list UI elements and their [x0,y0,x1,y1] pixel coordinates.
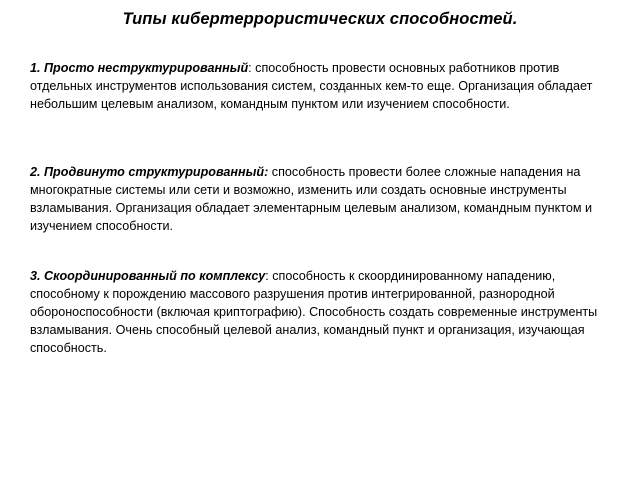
paragraph-3 [30,268,610,357]
paragraph-2-lead: 2. Продвинуто структурированный: [30,165,269,179]
paragraph-2 [30,164,610,236]
paragraph-3-lead: 3. Скоординированный по комплексу [30,269,266,283]
paragraph-1-lead: 1. Просто неструктурированный [30,61,249,75]
paragraph-3-text: : способность к скоординированному нападению, способному к порождению массового разрушения против интегрированной, разнородной обороноспособности (включая криптографию). Способность создать современные инструменты взламывания. Очень способный целевой анализ, командный пункт и организация, изучающая способность. [30,269,598,355]
page-title: Типы кибертеррористических способностей. [122,10,518,28]
paragraph-1-text: : способность провести основных работников против отдельных инструментов использования систем, созданных кем-то еще. Организация обладает небольшим целевым анализом, командным пунктом или изучением способности. [30,61,593,111]
paragraph-2-text: способность провести более сложные нападения на многократные системы или сети и возможно, изменить или создать основные инструменты взламывания. Организация обладает элементарным целевым анализом, командным пунктом и изучением способности. [30,165,593,233]
paragraph-1 [30,60,610,114]
